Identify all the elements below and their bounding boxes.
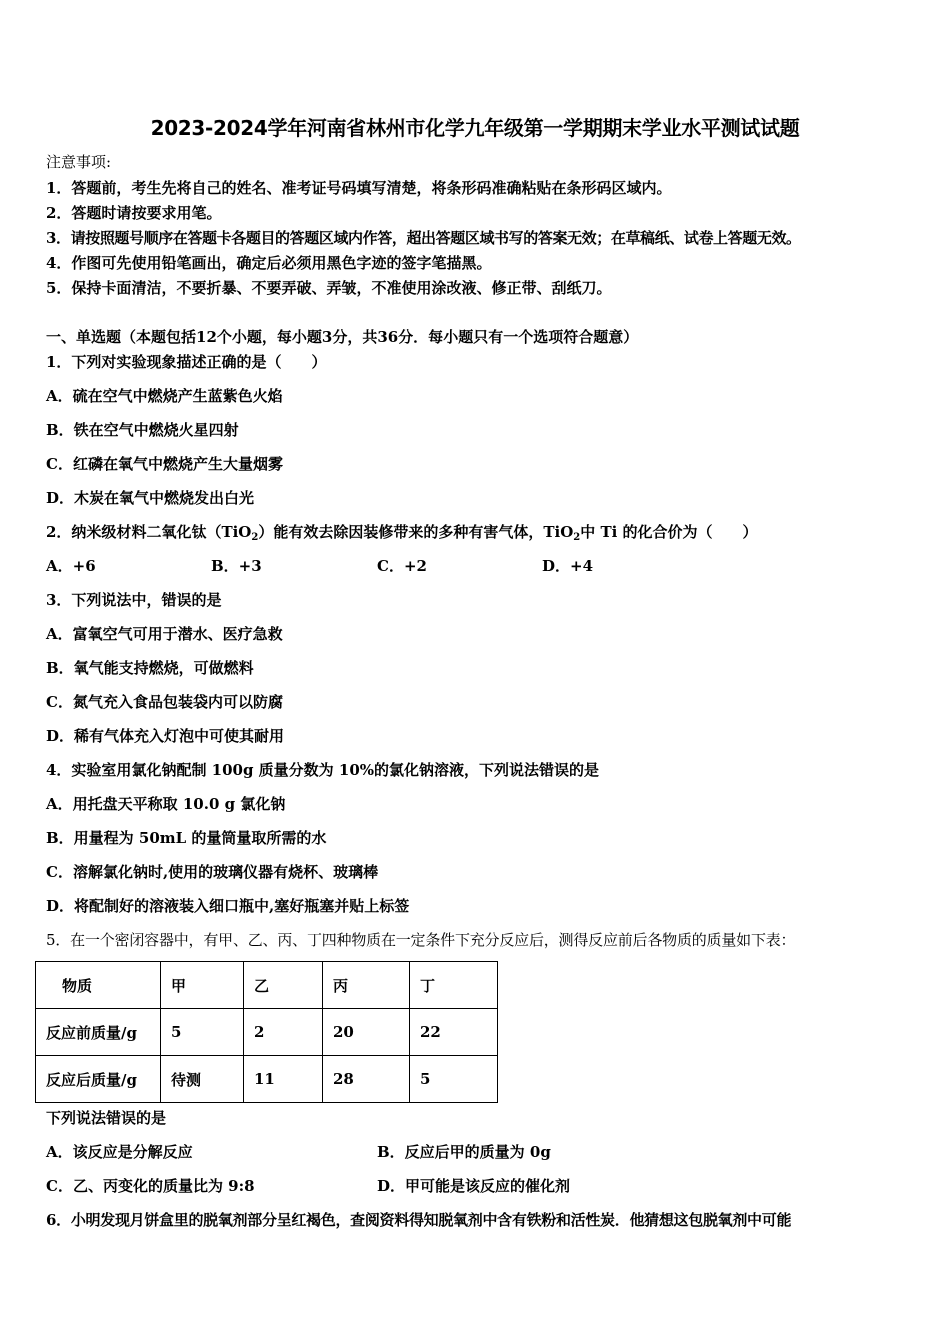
- table-cell: 5: [410, 1056, 498, 1103]
- question-3-stem: 3．下列说法中，错误的是: [46, 591, 222, 609]
- question-2-option-b: B．+3: [211, 557, 262, 575]
- table-row: [36, 1056, 498, 1103]
- question-5-stem: 5．在一个密闭容器中，有甲、乙、丙、丁四种物质在一定条件下充分反应后，测得反应前后各物质的质量如下表：: [46, 931, 796, 949]
- table-cell: 待测: [161, 1056, 244, 1103]
- table-row: [36, 1009, 498, 1056]
- question-4-option-c: C．溶解氯化钠时,使用的玻璃仪器有烧杯、玻璃棒: [46, 863, 379, 881]
- table-cell: 物质: [36, 962, 161, 1009]
- question-2-stem-part-a: 2．纳米级材料二氧化钛（TiO: [46, 523, 252, 541]
- table-cell: 丙: [323, 962, 410, 1009]
- question-5-option-b: B．反应后甲的质量为 0g: [377, 1143, 551, 1161]
- question-3-option-b: B．氧气能支持燃烧，可做燃料: [46, 659, 254, 677]
- exam-title: 2023-2024学年河南省林州市化学九年级第一学期期末学业水平测试试题: [150, 116, 800, 140]
- table-header-row: [36, 962, 498, 1009]
- mass-table: [35, 961, 498, 1103]
- question-2-option-c: C．+2: [377, 557, 427, 575]
- question-3-option-c: C．氮气充入食品包装袋内可以防腐: [46, 693, 283, 711]
- table-cell: 22: [410, 1009, 498, 1056]
- table-cell: 甲: [161, 962, 244, 1009]
- question-4-option-d: D．将配制好的溶液装入细口瓶中,塞好瓶塞并贴上标签: [46, 897, 410, 915]
- table-cell: 反应前质量/g: [36, 1009, 161, 1056]
- table-cell: 11: [244, 1056, 323, 1103]
- notice-item-1: 1．答题前，考生先将自己的姓名、准考证号码填写清楚，将条形码准确粘贴在条形码区域内。: [46, 179, 672, 197]
- table-cell: 丁: [410, 962, 498, 1009]
- table-cell: 20: [323, 1009, 410, 1056]
- notice-item-4: 4．作图可先使用铅笔画出，确定后必须用黑色字迹的签字笔描黑。: [46, 254, 492, 272]
- table-cell: 28: [323, 1056, 410, 1103]
- question-2-subscript-2: 2: [573, 532, 581, 543]
- question-6-stem: 6．小明发现月饼盒里的脱氧剂部分呈红褐色，查阅资料得知脱氧剂中含有铁粉和活性炭．他猜想这包脱氧剂中可能: [46, 1211, 792, 1229]
- question-2-option-a: A．+6: [46, 557, 96, 575]
- question-1-option-c: C．红磷在氧气中燃烧产生大量烟雾: [46, 455, 283, 473]
- notice-item-2: 2．答题时请按要求用笔。: [46, 204, 222, 222]
- question-3-option-a: A．富氧空气可用于潜水、医疗急救: [46, 625, 283, 643]
- question-2-stem-part-c: 中 Ti 的化合价为（ ）: [580, 523, 758, 541]
- table-cell: 乙: [244, 962, 323, 1009]
- question-2-subscript-1: 2: [251, 532, 259, 543]
- notice-item-3: 3．请按照题号顺序在答题卡各题目的答题区域内作答，超出答题区域书写的答案无效；在草稿纸、试卷上答题无效。: [46, 229, 801, 247]
- table-cell: 5: [161, 1009, 244, 1056]
- question-1-option-b: B．铁在空气中燃烧火星四射: [46, 421, 239, 439]
- question-2-option-d: D．+4: [542, 557, 594, 575]
- question-1-stem: 1．下列对实验现象描述正确的是（ ）: [46, 353, 327, 371]
- question-1-option-d: D．木炭在氧气中燃烧发出白光: [46, 489, 255, 507]
- question-5-option-a: A．该反应是分解反应: [46, 1143, 193, 1161]
- notice-item-5: 5．保持卡面清洁，不要折暴、不要弄破、弄皱，不准使用涂改液、修正带、刮纸刀。: [46, 279, 612, 297]
- question-5-prompt: 下列说法错误的是: [46, 1109, 167, 1127]
- table-cell: 反应后质量/g: [36, 1056, 161, 1103]
- question-1-option-a: A．硫在空气中燃烧产生蓝紫色火焰: [46, 387, 283, 405]
- question-3-option-d: D．稀有气体充入灯泡中可使其耐用: [46, 727, 285, 745]
- table-cell: 2: [244, 1009, 323, 1056]
- section-heading: 一、单选题（本题包括12个小题，每小题3分，共36分．每小题只有一个选项符合题意）: [46, 328, 639, 346]
- notice-heading: 注意事项:: [46, 153, 112, 171]
- question-2-stem-part-b: ）能有效去除因装修带来的多种有害气体，TiO: [258, 523, 574, 541]
- question-4-stem: 4．实验室用氯化钠配制 100g 质量分数为 10%的氯化钠溶液，下列说法错误的是: [46, 761, 600, 779]
- question-5-option-c: C．乙、丙变化的质量比为 9:8: [46, 1177, 255, 1195]
- question-4-option-a: A．用托盘天平称取 10.0 g 氯化钠: [46, 795, 286, 813]
- question-4-option-b: B．用量程为 50mL 的量筒量取所需的水: [46, 829, 327, 847]
- question-2-stem: [46, 522, 758, 542]
- question-5-option-d: D．甲可能是该反应的催化剂: [377, 1177, 571, 1195]
